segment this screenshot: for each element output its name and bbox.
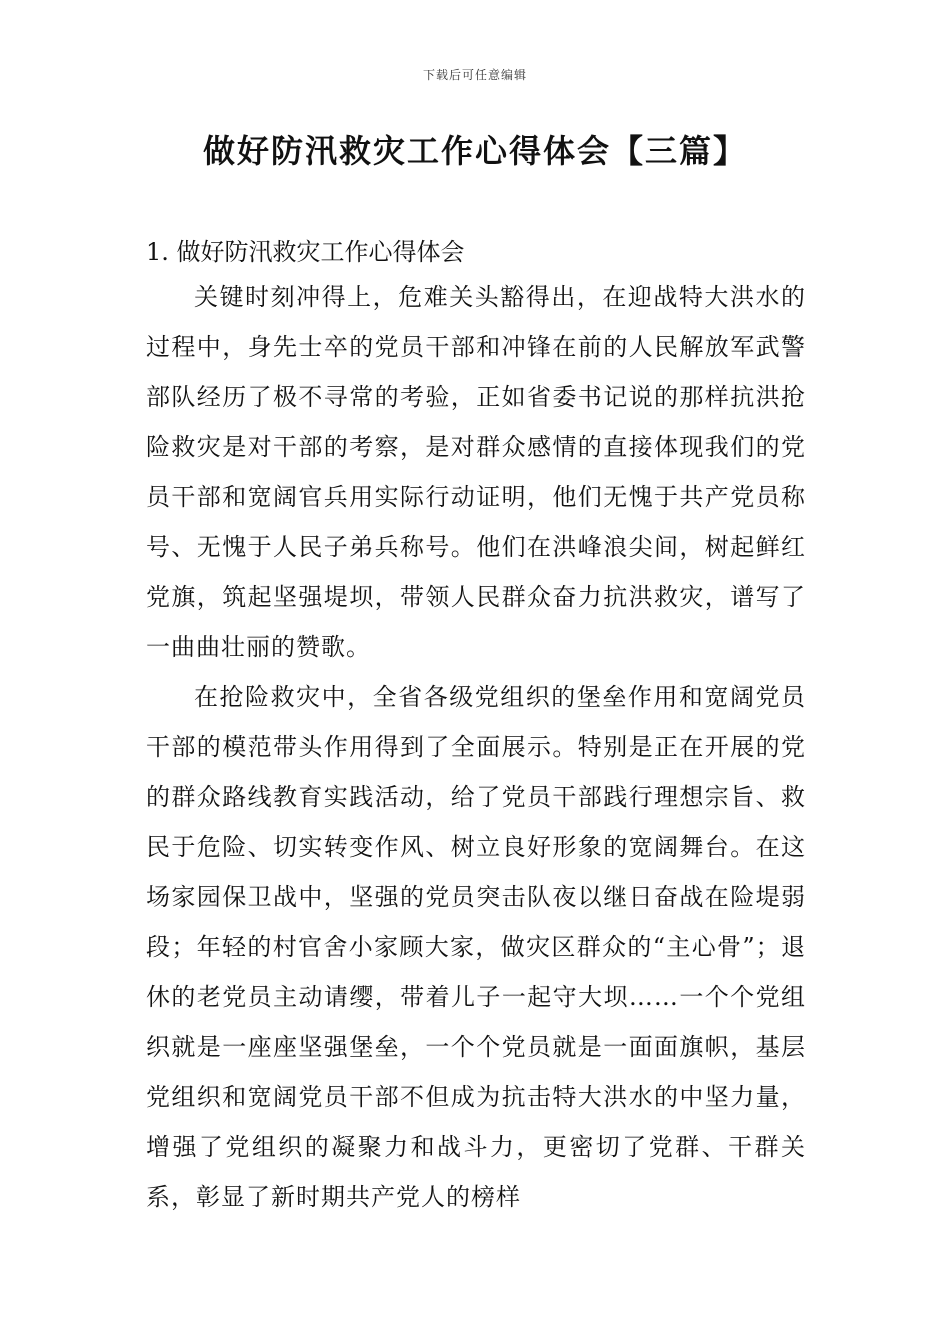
paragraph-2: 在抢险救灾中，全省各级党组织的堡垒作用和宽阔党员干部的模范带头作用得到了全面展示。特别是正在开展的党的群众路线教育实践活动，给了党员干部践行理想宗旨、救民于危险、切实转变作风、树立良好形象的宽阔舞台。在这场家园保卫战中，坚强的党员突击队夜以继日奋战在险堤弱段；年轻的村官舍小家顾大家，做灾区群众的“主心骨”；退休的老党员主动请缨，带着儿子一起守大坝……一个个党组织就是一座座坚强堡垒，一个个党员就是一面面旗帜，基层党组织和宽阔党员干部不但成为抗击特大洪水的中坚力量，增强了党组织的凝聚力和战斗力，更密切了党群、干群关系，彰显了新时期共产党人的榜样 [146,683,806,1211]
section-heading: 1. 做好防汛救灾工作心得体会 [146,238,465,266]
header-note: 下载后可任意编辑 [422,68,527,82]
document-title: 做好防汛救灾工作心得体会【三篇】 [202,132,747,170]
paragraph-1: 关键时刻冲得上，危难关头豁得出，在迎战特大洪水的过程中，身先士卒的党员干部和冲锋在前的人民解放军武警部队经历了极不寻常的考验，正如省委书记说的那样抗洪抢险救灾是对干部的考察，是对群众感情的直接体现我们的党员干部和宽阔官兵用实际行动证明，他们无愧于共产党员称号、无愧于人民子弟兵称号。他们在洪峰浪尖间，树起鲜红党旗，筑起坚强堤坝，带领人民群众奋力抗洪救灾，谱写了一曲曲壮丽的赞歌。 [146,283,806,661]
body-text [146,272,806,1222]
